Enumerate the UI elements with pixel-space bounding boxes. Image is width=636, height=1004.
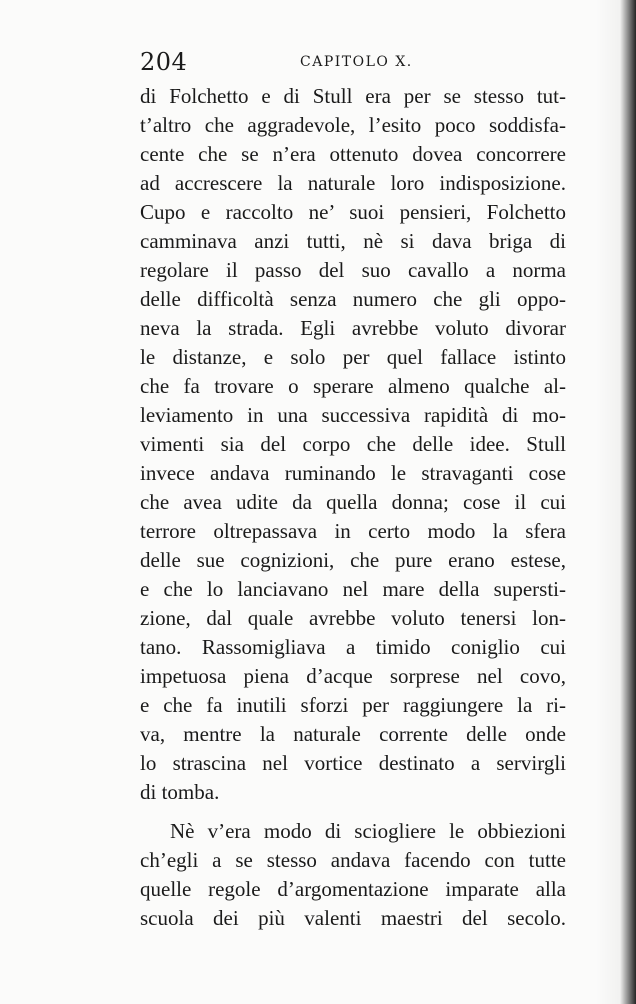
text-line: ad accrescere la naturale loro indisposizione.	[140, 171, 566, 195]
paragraph-gap	[140, 807, 566, 817]
text-line: camminava anzi tutti, nè si dava briga di	[140, 229, 566, 253]
text-line: e che fa inutili sforzi per raggiungere la ri-	[140, 693, 566, 717]
text-line: regolare il passo del suo cavallo a norma	[140, 258, 566, 282]
text-line: di tomba.	[140, 780, 220, 804]
paragraph-2	[140, 817, 566, 933]
text-line: le distanze, e solo per quel fallace istinto	[140, 345, 566, 369]
page-number: 204	[140, 48, 188, 76]
text-line: neva la strada. Egli avrebbe voluto divorar	[140, 316, 566, 340]
text-line: e che lo lanciavano nel mare della supersti-	[140, 577, 566, 601]
text-line: zione, dal quale avrebbe voluto tenersi lon-	[140, 606, 566, 630]
text-line: delle sue cognizioni, che pure erano estese,	[140, 548, 566, 572]
text-line: terrore oltrepassava in certo modo la sfera	[140, 519, 566, 543]
text-line: leviamento in una successiva rapidità di mo-	[140, 403, 566, 427]
text-line: quelle regole d’argomentazione imparate alla	[140, 877, 566, 901]
text-line: ch’egli a se stesso andava facendo con tutte	[140, 848, 566, 872]
text-line: tano. Rassomigliava a timido coniglio cui	[140, 635, 566, 659]
running-head: CAPITOLO X.	[300, 54, 413, 70]
text-line: impetuosa piena d’acque sorprese nel covo,	[140, 664, 566, 688]
text-line: cente che se n’era ottenuto dovea concorrere	[140, 142, 566, 166]
text-line: scuola dei più valenti maestri del secolo.	[140, 906, 566, 930]
text-line: va, mentre la naturale corrente delle onde	[140, 722, 566, 746]
text-line: che avea udite da quella donna; cose il cui	[140, 490, 566, 514]
paragraph-1	[140, 82, 566, 807]
text-line: t’altro che aggradevole, l’esito poco soddisfa-	[140, 113, 566, 137]
body-text	[140, 82, 566, 933]
text-line: invece andava ruminando le stravaganti cose	[140, 461, 566, 485]
text-line: vimenti sia del corpo che delle idee. Stull	[140, 432, 566, 456]
text-line: di Folchetto e di Stull era per se stesso tut-	[140, 84, 566, 108]
text-line: Cupo e raccolto ne’ suoi pensieri, Folchetto	[140, 200, 566, 224]
text-line: Nè v’era modo di sciogliere le obbiezioni	[170, 819, 566, 843]
text-line: che fa trovare o sperare almeno qualche al-	[140, 374, 566, 398]
text-line: delle difficoltà senza numero che gli oppo-	[140, 287, 566, 311]
text-line: lo strascina nel vortice destinato a servirgli	[140, 751, 566, 775]
page-header	[140, 48, 566, 76]
page-edge-shadow	[596, 0, 636, 1004]
